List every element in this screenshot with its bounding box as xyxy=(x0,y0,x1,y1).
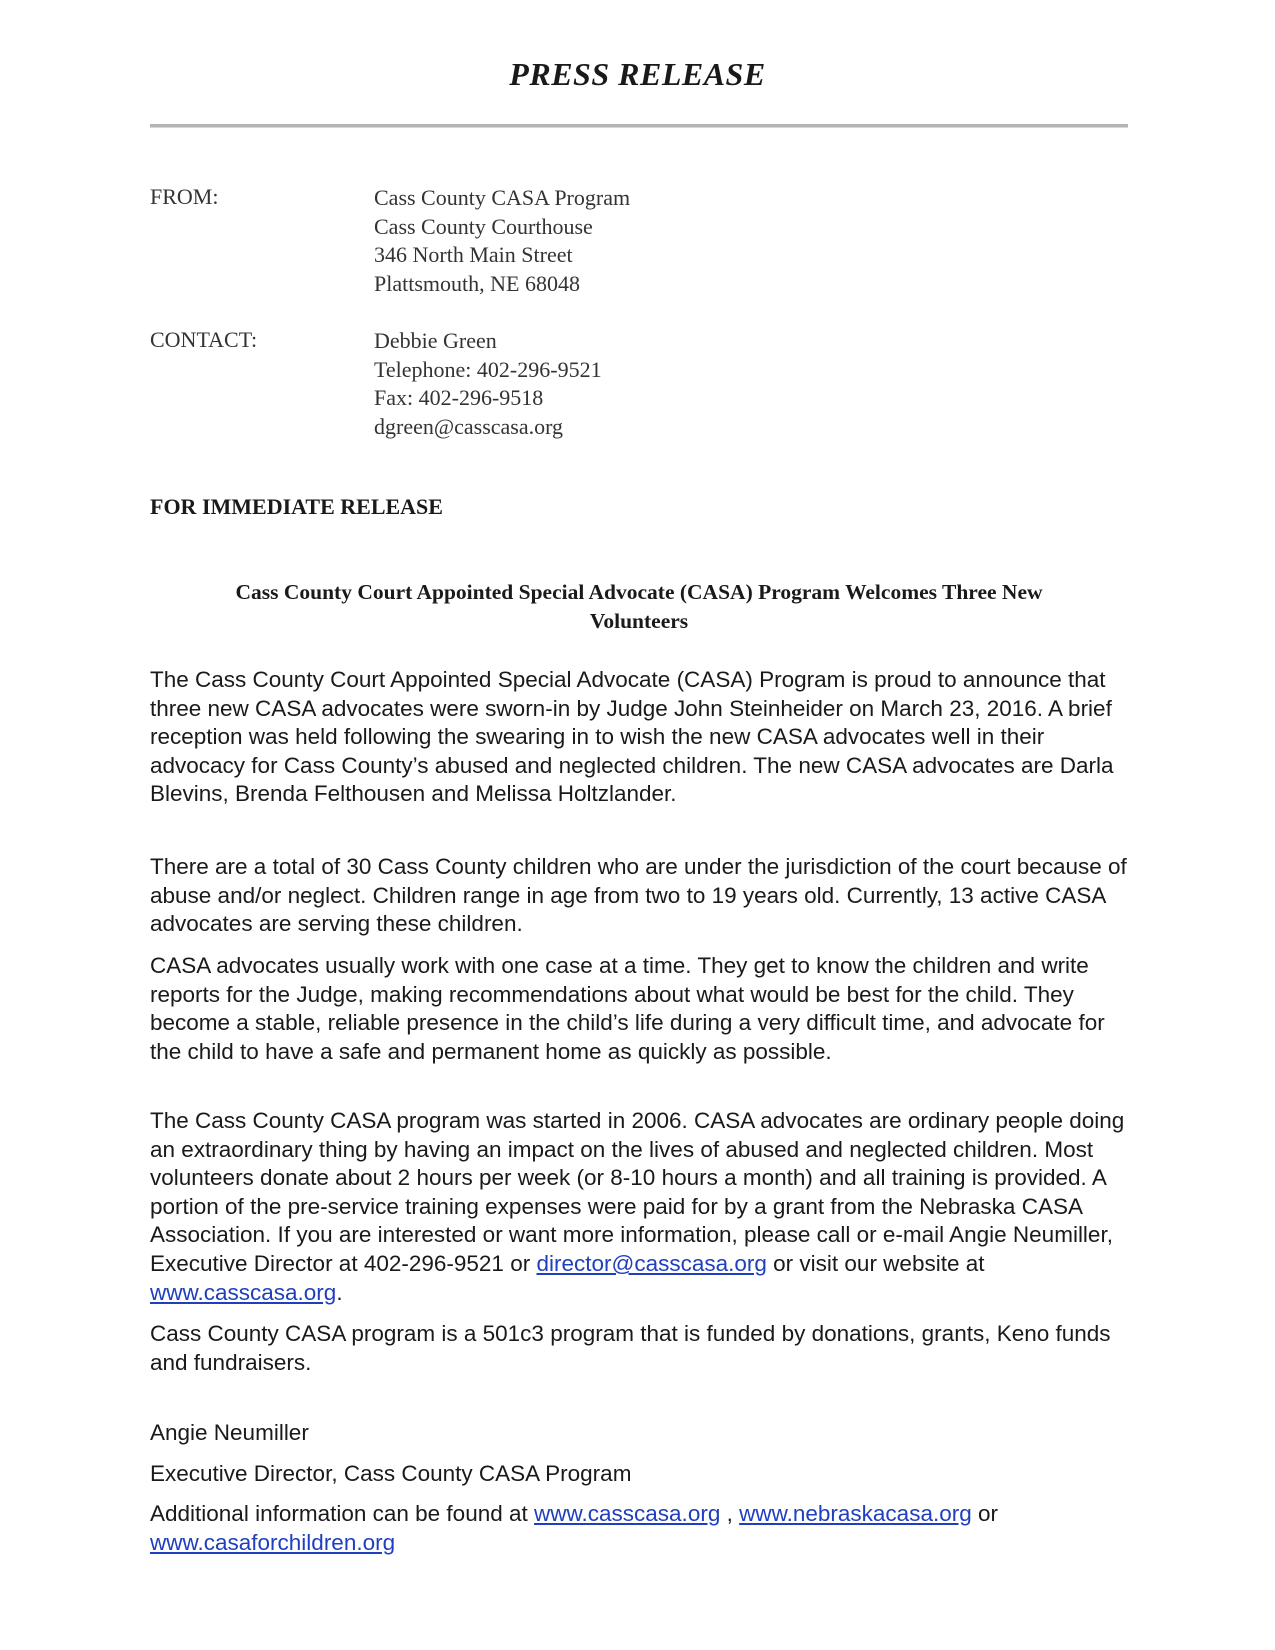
additional-info-text xyxy=(150,1500,1128,1557)
casscasa-link[interactable]: www.casscasa.org xyxy=(534,1501,721,1526)
headline-line-2: Volunteers xyxy=(589,609,689,633)
paragraph-4-end: . xyxy=(336,1279,343,1305)
paragraph-1-text: The Cass County Court Appointed Special Advocate (CASA) Program is proud to announce that three new CASA advocates were sworn-in by Judge John Steinheider on March 23, 2016. A brief reception was held following the swearing in to wish the new CASA advocates well in their advocacy for Cass County’s abused and neglected children. The new CASA advocates are Darla Blevins, Brenda Felthousen and Melissa Holtzlander. xyxy=(150,667,1114,807)
signature-title: Executive Director, Cass County CASA Program xyxy=(150,1461,632,1486)
paragraph-2 xyxy=(150,853,1128,939)
paragraph-3-text: CASA advocates usually work with one case at a time. They get to know the children and write reports for the Judge, making recommendations about what would be best for the child. They become a stable, reliable presence in the child’s life during a very difficult time, and advocate for the child to have a safe and permanent home as quickly as possible. xyxy=(150,953,1105,1064)
additional-sep-1: , xyxy=(720,1501,740,1526)
contact-fax: Fax: 402-296-9518 xyxy=(374,385,544,410)
from-line: Cass County Courthouse xyxy=(374,213,593,239)
contact-name: Debbie Green xyxy=(374,328,497,353)
nebraskacasa-link[interactable]: www.nebraskacasa.org xyxy=(739,1501,972,1526)
paragraph-4-middle: or visit our website at xyxy=(766,1250,985,1276)
paragraph-3 xyxy=(150,952,1128,1066)
headline-line-1: Cass County Court Appointed Special Advocate (CASA) Program Welcomes Three New xyxy=(235,580,1043,604)
paragraph-4-text xyxy=(150,1107,1128,1307)
casscasa-website-link[interactable]: www.casscasa.org xyxy=(150,1279,337,1305)
contact-telephone: Telephone: 402-296-9521 xyxy=(374,356,602,382)
contact-details xyxy=(374,327,602,441)
from-line: Cass County CASA Program xyxy=(374,185,631,210)
from-line: Plattsmouth, NE 68048 xyxy=(374,270,580,296)
contact-label: CONTACT: xyxy=(150,327,258,352)
from-line: 346 North Main Street xyxy=(374,242,573,267)
paragraph-4-body: The Cass County CASA program was started in 2006. CASA advocates are ordinary people doing an extraordinary thing by having an impact on the lives of abused and neglected children. Most volunteers donate about 2 hours per week (or 8-10 hours a month) and all training is provided. A portion of the pre-service training expenses were paid for by a grant from the Nebraska CASA Association. If you are interested or want more information, please call or e-mail Angie Neumiller, Executive Director at 402-296-9521 or xyxy=(150,1108,1125,1276)
paragraph-5 xyxy=(150,1320,1128,1377)
additional-sep-2: or xyxy=(971,1501,998,1526)
headline xyxy=(150,578,1128,636)
casaforchildren-link[interactable]: www.casaforchildren.org xyxy=(150,1529,396,1555)
paragraph-5-text: Cass County CASA program is a 501c3 program that is funded by donations, grants, Keno funds and fundraisers. xyxy=(150,1321,1111,1375)
signature-name: Angie Neumiller xyxy=(150,1420,309,1445)
release-note: FOR IMMEDIATE RELEASE xyxy=(150,494,443,519)
from-label: FROM: xyxy=(150,184,219,209)
paragraph-1 xyxy=(150,666,1128,809)
page-title: PRESS RELEASE xyxy=(509,56,766,92)
header-divider xyxy=(150,124,1128,128)
contact-email: dgreen@casscasa.org xyxy=(374,413,564,439)
from-address xyxy=(374,184,630,298)
paragraph-4 xyxy=(150,1107,1128,1307)
additional-info-lead: Additional information can be found at xyxy=(150,1501,535,1526)
director-email-link[interactable]: director@casscasa.org xyxy=(536,1250,767,1276)
paragraph-2-text: There are a total of 30 Cass County children who are under the jurisdiction of the court because of abuse and/or neglect. Children range in age from two to 19 years old. Currently, 13 active CASA advocates are serving these children. xyxy=(150,854,1127,937)
additional-info xyxy=(150,1500,1128,1557)
